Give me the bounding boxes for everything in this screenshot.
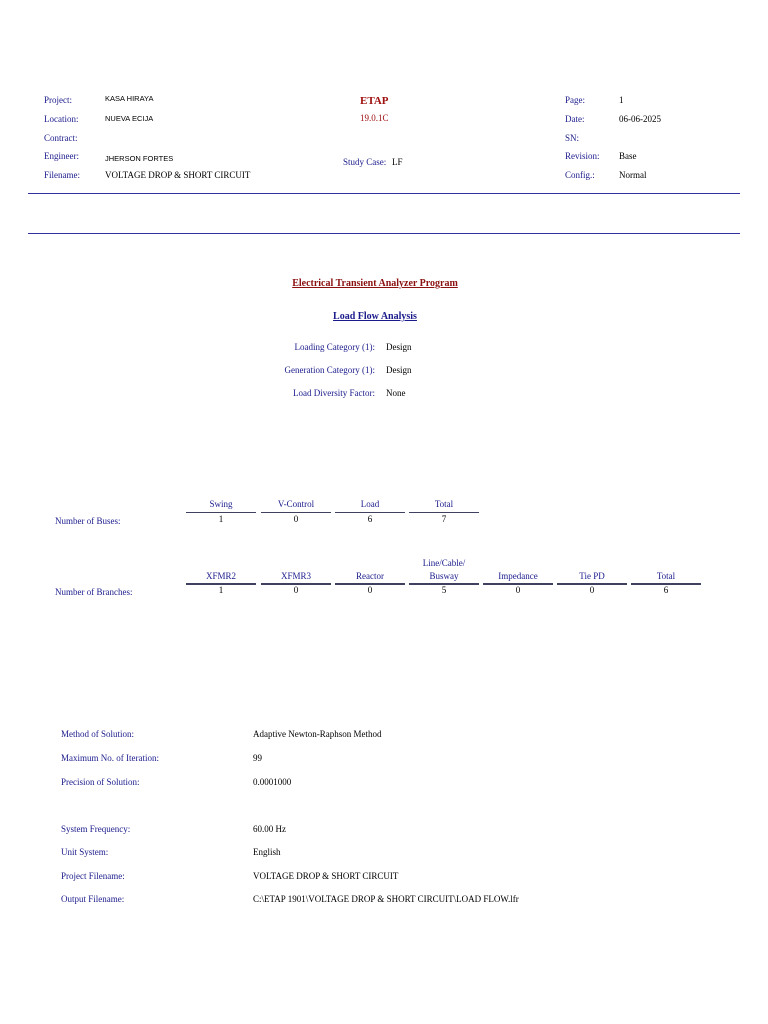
config-value: Normal: [619, 170, 647, 180]
engineer-value: JHERSON FORTES: [105, 154, 174, 163]
unit-system-label: Unit System:: [61, 847, 109, 857]
location-value: NUEVA ECIJA: [105, 114, 154, 123]
date-label: Date:: [565, 114, 585, 124]
load-diversity-label: Load Diversity Factor:: [293, 388, 375, 398]
column-rule: [335, 512, 405, 513]
branch-col-header: Tie PD: [579, 571, 605, 581]
app-version: 19.0.1C: [360, 113, 389, 123]
study-case-label: Study Case:: [343, 157, 387, 167]
method-label: Method of Solution:: [61, 729, 135, 739]
column-rule: [409, 512, 479, 513]
location-label: Location:: [44, 114, 79, 124]
config-label: Config.:: [565, 170, 595, 180]
branch-col-value: 1: [218, 585, 224, 595]
analysis-title: Load Flow Analysis: [333, 311, 417, 322]
load-diversity-value: None: [386, 388, 406, 398]
output-filename-value: C:\ETAP 1901\VOLTAGE DROP & SHORT CIRCUIT\LOAD FLOW.lfr: [253, 894, 519, 904]
branch-col-header: Reactor: [356, 571, 384, 581]
filename-label: Filename:: [44, 170, 80, 180]
branch-col-value: 6: [663, 585, 669, 595]
bus-col-value: 6: [367, 514, 373, 524]
header-divider-bottom: [28, 233, 740, 234]
revision-label: Revision:: [565, 151, 600, 161]
project-filename-label: Project Filename:: [61, 871, 125, 881]
max-iteration-value: 99: [253, 753, 262, 763]
project-value: KASA HIRAYA: [105, 94, 154, 103]
output-filename-label: Output Filename:: [61, 894, 125, 904]
bus-col-header: V-Control: [277, 499, 315, 509]
page-value: 1: [619, 95, 624, 105]
bus-col-header: Total: [434, 499, 454, 509]
branch-col-value: 5: [441, 585, 447, 595]
frequency-value: 60.00 Hz: [253, 824, 286, 834]
study-case-value: LF: [392, 157, 403, 167]
column-rule: [186, 512, 256, 513]
branch-col-value: 0: [367, 585, 373, 595]
precision-value: 0.0001000: [253, 777, 292, 787]
sn-label: SN:: [565, 133, 580, 143]
header-divider-top: [28, 193, 740, 194]
column-rule: [261, 512, 331, 513]
branch-col-value: 0: [293, 585, 299, 595]
date-value: 06-06-2025: [619, 114, 661, 124]
project-label: Project:: [44, 95, 72, 105]
contract-label: Contract:: [44, 133, 78, 143]
page-label: Page:: [565, 95, 585, 105]
unit-system-value: English: [253, 847, 281, 857]
app-name: ETAP: [360, 95, 389, 107]
branch-col-header: XFMR3: [280, 571, 311, 581]
method-value: Adaptive Newton-Raphson Method: [253, 729, 382, 739]
buses-row-label: Number of Buses:: [55, 516, 121, 526]
filename-value: VOLTAGE DROP & SHORT CIRCUIT: [105, 170, 251, 180]
branch-col-header: XFMR2: [205, 571, 236, 581]
generation-category-label: Generation Category (1):: [284, 365, 375, 375]
revision-value: Base: [619, 151, 637, 161]
loading-category-label: Loading Category (1):: [294, 342, 375, 352]
branch-col-header: Busway: [429, 571, 459, 581]
project-filename-value: VOLTAGE DROP & SHORT CIRCUIT: [253, 871, 399, 881]
engineer-label: Engineer:: [44, 151, 79, 161]
precision-label: Precision of Solution:: [61, 777, 140, 787]
branches-row-label: Number of Branches:: [55, 587, 133, 597]
branch-col-header: Total: [656, 571, 676, 581]
branch-col-header-line1: Line/Cable/: [422, 558, 466, 568]
frequency-label: System Frequency:: [61, 824, 131, 834]
max-iteration-label: Maximum No. of Iteration:: [61, 753, 159, 763]
program-title: Electrical Transient Analyzer Program: [292, 278, 458, 289]
branch-col-header: Impedance: [498, 571, 538, 581]
generation-category-value: Design: [386, 365, 412, 375]
bus-col-value: 0: [293, 514, 299, 524]
bus-col-value: 7: [441, 514, 447, 524]
bus-col-header: Swing: [209, 499, 233, 509]
loading-category-value: Design: [386, 342, 412, 352]
branch-col-value: 0: [589, 585, 595, 595]
branch-col-value: 0: [515, 585, 521, 595]
bus-col-value: 1: [218, 514, 224, 524]
bus-col-header: Load: [360, 499, 380, 509]
